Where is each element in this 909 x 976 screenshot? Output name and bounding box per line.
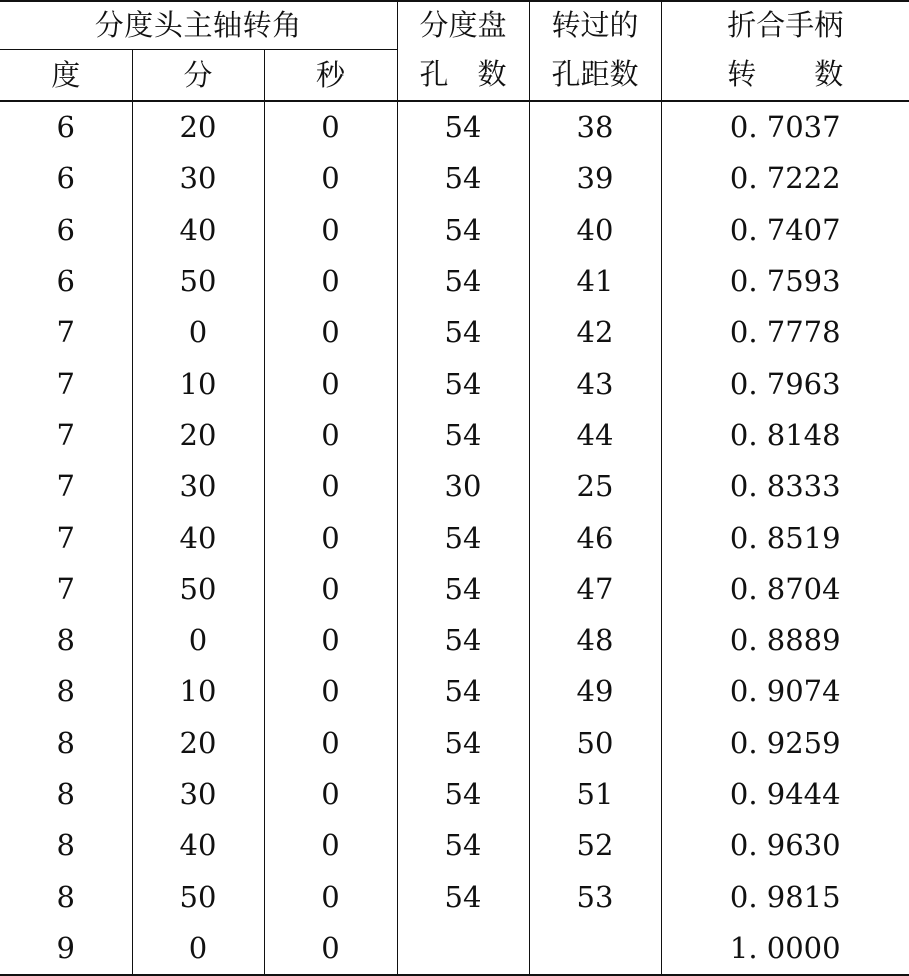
second-header: 秒: [264, 50, 397, 102]
crank-turns-cell: 0. 9259: [729, 725, 841, 760]
minute-cell: 50: [132, 256, 264, 307]
crank-turns-cell: 0. 8889: [729, 623, 841, 658]
passed-spacing-cell: 47: [529, 564, 661, 615]
plate-holes-cell: 54: [397, 307, 529, 358]
plate-holes-cell: 54: [397, 871, 529, 922]
crank-turns-cell: 0. 7963: [729, 366, 841, 401]
degree-cell: 8: [0, 769, 132, 820]
crank-turns-cell: 0. 8519: [729, 520, 841, 555]
minute-cell: 40: [132, 820, 264, 871]
degree-cell: 8: [0, 820, 132, 871]
table-row: [0, 718, 909, 769]
plate-holes-cell: 54: [397, 615, 529, 666]
passed-spacing-cell: 49: [529, 666, 661, 717]
degree-cell: 7: [0, 307, 132, 358]
second-cell: 0: [264, 410, 397, 461]
table-row: [0, 615, 909, 666]
degree-cell: 8: [0, 666, 132, 717]
table-row: [0, 307, 909, 358]
spindle-angle-group-header: 分度头主轴转角: [0, 1, 397, 50]
degree-cell: 7: [0, 564, 132, 615]
plate-holes-header-top: 分度盘: [397, 1, 529, 50]
minute-cell: 20: [132, 410, 264, 461]
minute-cell: 30: [132, 461, 264, 512]
second-cell: 0: [264, 718, 397, 769]
minute-cell: 40: [132, 205, 264, 256]
second-cell: 0: [264, 153, 397, 204]
second-cell: 0: [264, 769, 397, 820]
plate-holes-cell: 54: [397, 769, 529, 820]
minute-cell: 20: [132, 718, 264, 769]
table-row: [0, 923, 909, 975]
plate-holes-cell: 54: [397, 256, 529, 307]
plate-holes-cell: 30: [397, 461, 529, 512]
crank-turns-header-bottom: 转 数: [727, 57, 844, 92]
passed-spacing-cell: 41: [529, 256, 661, 307]
table-row: [0, 461, 909, 512]
passed-spacing-cell: 52: [529, 820, 661, 871]
table-row: [0, 512, 909, 563]
plate-holes-cell: 54: [397, 153, 529, 204]
plate-holes-header-bottom: 孔 数: [397, 50, 529, 102]
second-cell: 0: [264, 358, 397, 409]
plate-holes-cell: 54: [397, 410, 529, 461]
passed-spacing-header-bottom: 孔距数: [529, 50, 661, 102]
second-cell: 0: [264, 871, 397, 922]
second-cell: 0: [264, 307, 397, 358]
header-row-2: [0, 50, 909, 102]
table-row: [0, 153, 909, 204]
crank-turns-cell: 0. 7778: [729, 315, 841, 350]
crank-turns-cell: 0. 7593: [729, 264, 841, 299]
degree-cell: 7: [0, 410, 132, 461]
degree-cell: 8: [0, 615, 132, 666]
passed-spacing-cell: 38: [529, 101, 661, 153]
minute-cell: 30: [132, 153, 264, 204]
table-body: [0, 101, 909, 975]
passed-spacing-cell: 50: [529, 718, 661, 769]
degree-header: 度: [0, 50, 132, 102]
second-cell: 0: [264, 256, 397, 307]
crank-turns-cell: 1. 0000: [729, 930, 841, 965]
degree-cell: 9: [0, 923, 132, 975]
minute-cell: 50: [132, 871, 264, 922]
passed-spacing-cell: 25: [529, 461, 661, 512]
crank-turns-cell: 0. 9630: [729, 828, 841, 863]
minute-cell: 0: [132, 307, 264, 358]
second-cell: 0: [264, 205, 397, 256]
table-row: [0, 410, 909, 461]
degree-cell: 8: [0, 871, 132, 922]
plate-holes-cell: 54: [397, 564, 529, 615]
minute-cell: 0: [132, 615, 264, 666]
second-cell: 0: [264, 820, 397, 871]
plate-holes-cell: 54: [397, 205, 529, 256]
minute-cell: 0: [132, 923, 264, 975]
plate-holes-cell: 54: [397, 358, 529, 409]
degree-cell: 7: [0, 512, 132, 563]
degree-cell: 6: [0, 205, 132, 256]
table-row: [0, 666, 909, 717]
plate-holes-cell: [397, 923, 529, 975]
passed-spacing-cell: 44: [529, 410, 661, 461]
plate-holes-cell: 54: [397, 666, 529, 717]
table-row: [0, 101, 909, 153]
crank-turns-cell: 0. 7222: [729, 161, 841, 196]
minute-cell: 10: [132, 666, 264, 717]
table-row: [0, 564, 909, 615]
crank-turns-cell: 0. 9074: [729, 674, 841, 709]
header-row-1: [0, 1, 909, 50]
degree-cell: 7: [0, 461, 132, 512]
second-cell: 0: [264, 615, 397, 666]
minute-cell: 10: [132, 358, 264, 409]
passed-spacing-header-top: 转过的: [529, 1, 661, 50]
passed-spacing-cell: 46: [529, 512, 661, 563]
plate-holes-cell: 54: [397, 820, 529, 871]
table-row: [0, 256, 909, 307]
second-cell: 0: [264, 666, 397, 717]
plate-holes-cell: 54: [397, 101, 529, 153]
passed-spacing-cell: 53: [529, 871, 661, 922]
degree-cell: 6: [0, 101, 132, 153]
second-cell: 0: [264, 923, 397, 975]
crank-turns-header-top: 折合手柄: [727, 8, 844, 43]
table-row: [0, 205, 909, 256]
degree-cell: 8: [0, 718, 132, 769]
table-header: [0, 1, 909, 101]
crank-turns-cell: 0. 7037: [729, 110, 841, 145]
crank-turns-cell: 0. 8148: [729, 417, 841, 452]
passed-spacing-cell: [529, 923, 661, 975]
table-row: [0, 820, 909, 871]
plate-holes-cell: 54: [397, 718, 529, 769]
table-row: [0, 871, 909, 922]
degree-cell: 6: [0, 153, 132, 204]
plate-holes-cell: 54: [397, 512, 529, 563]
passed-spacing-cell: 42: [529, 307, 661, 358]
minute-header: 分: [132, 50, 264, 102]
table-row: [0, 358, 909, 409]
crank-turns-cell: 0. 9815: [729, 879, 841, 914]
second-cell: 0: [264, 101, 397, 153]
degree-cell: 7: [0, 358, 132, 409]
second-cell: 0: [264, 461, 397, 512]
minute-cell: 40: [132, 512, 264, 563]
minute-cell: 50: [132, 564, 264, 615]
minute-cell: 30: [132, 769, 264, 820]
passed-spacing-cell: 43: [529, 358, 661, 409]
crank-turns-cell: 0. 8333: [729, 469, 841, 504]
passed-spacing-cell: 39: [529, 153, 661, 204]
minute-cell: 20: [132, 101, 264, 153]
passed-spacing-cell: 51: [529, 769, 661, 820]
crank-turns-cell: 0. 9444: [729, 777, 841, 811]
table-row: [0, 769, 909, 820]
second-cell: 0: [264, 564, 397, 615]
passed-spacing-cell: 40: [529, 205, 661, 256]
crank-turns-cell: 0. 8704: [729, 571, 841, 606]
crank-turns-cell: 0. 7407: [729, 212, 841, 247]
passed-spacing-cell: 48: [529, 615, 661, 666]
degree-cell: 6: [0, 256, 132, 307]
second-cell: 0: [264, 512, 397, 563]
